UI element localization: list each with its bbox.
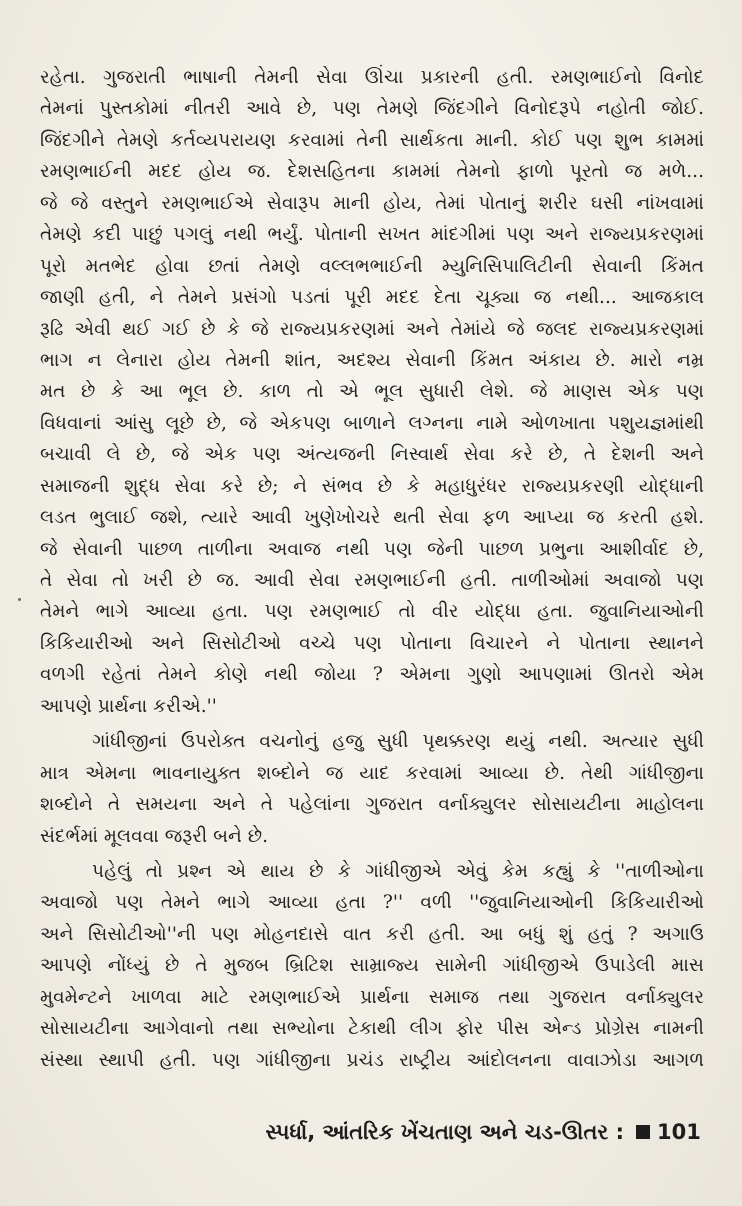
- text-line: અને સિસોટીઓ''ની પણ મોહનદાસે વાત કરી હતી. આ બધું શું હતું ? અગાઉ: [40, 923, 704, 945]
- text-line: શબ્દોને તે સમયના અને તે પહેલાંના ગુજરાત વર્નાક્યુલર સોસાયટીના માહોલના: [40, 794, 704, 816]
- text-line: તેમને ભાગે આવ્યા હતા. પણ રમણભાઈ તો વીર યોદ્ધા હતા. જુવાનિયાઓની: [40, 601, 704, 623]
- text-line: રૂઢિ એવી થઈ ગઈ છે કે જે રાજ્યપ્રકરણમાં અને તેમાંયે જે જલદ રાજ્યપ્રકરણમાં: [40, 318, 704, 340]
- text-line: જે સેવાની પાછળ તાળીના અવાજ નથી પણ જેની પાછળ પ્રભુના આશીર્વાદ છે,: [40, 538, 704, 560]
- text-line: વિધવાનાં આંસુ લૂછે છે, જે એકપણ બાળાને લગ્નના નામે ઓળખાતા પશુયજ્ઞમાંથી: [40, 412, 704, 434]
- text-line: પહેલું તો પ્રશ્ન એ થાય છે કે ગાંધીજીએ એવું કેમ કહ્યું કે ''તાળીઓના: [92, 860, 704, 882]
- text-line: આપણે પ્રાર્થના કરીએ.'': [40, 695, 217, 717]
- text-line: સંસ્થા સ્થાપી હતી. પણ ગાંધીજીના પ્રચંડ રાષ્ટ્રીય આંદોલનના વાવાઝોડા આગળ: [40, 1049, 704, 1071]
- paragraph-analysis: [40, 726, 704, 852]
- text-line: પૂરો મતભેદ હોવા છતાં તેમણે વલ્લભભાઈની મ્યુનિસિપાલિટીની સેવાની કિંમત: [40, 255, 704, 277]
- running-chapter-title: સ્પર્ધા, આંતરિક ખેંચતાણ અને ચડ-ઊતર :: [265, 1120, 624, 1144]
- paragraph-quote-continuation: [40, 62, 704, 722]
- text-line: જે જે વસ્તુને રમણભાઈએ સેવારૂપ માની હોય, તેમાં પોતાનું શરીર ઘસી નાંખવામાં: [40, 192, 704, 214]
- text-line: અવાજો પણ તેમને ભાગે આવ્યા હતા ?'' વળી ''જુવાનિયાઓની કિકિયારીઓ: [40, 892, 704, 914]
- page-footer: [0, 1112, 742, 1152]
- text-line: મુવમેન્ટને ખાળવા માટે રમણભાઈએ પ્રાર્થના સમાજ તથા ગુજરાત વર્નાક્યુલર: [40, 986, 704, 1008]
- text-line: જાણી હતી, ને તેમને પ્રસંગો પડતાં પૂરી મદદ દેતા ચૂક્યા જ નથી... આજકાલ: [40, 287, 704, 309]
- text-line: તે સેવા તો ખરી છે જ. આવી સેવા રમણભાઈની હતી. તાળીઓમાં અવાજો પણ: [40, 570, 704, 591]
- text-line: કિકિયારીઓ અને સિસોટીઓ વચ્ચે પણ પોતાના વિચારને ને પોતાના સ્થાનને: [40, 632, 704, 654]
- text-line: તેમણે કદી પાછું પગલું નથી ભર્યું. પોતાની સખત માંદગીમાં પણ અને રાજ્યપ્રકરણમાં: [40, 224, 704, 246]
- square-bullet-icon: [636, 1125, 650, 1139]
- text-line: રહેતા. ગુજરાતી ભાષાની તેમની સેવા ઊંચા પ્રકારની હતી. રમણભાઈનો વિનોદ: [40, 67, 704, 88]
- text-line: રમણભાઈની મદદ હોય જ. દેશસહિતના કામમાં તેમનો ફાળો પૂરતો જ મળે...: [40, 161, 704, 183]
- text-line: માત્ર એમના ભાવનાયુક્ત શબ્દોને જ યાદ કરવામાં આવ્યા છે. તેથી ગાંધીજીના: [40, 762, 704, 784]
- page-number: 101: [657, 1120, 701, 1144]
- paper-speck: [18, 598, 21, 601]
- text-line: આપણે નોંધ્યું છે તે મુજબ બ્રિટિશ સામ્રાજ્ય સામેની ગાંધીજીએ ઉપાડેલી માસ: [40, 955, 704, 977]
- text-line: મત છે કે આ ભૂલ છે. કાળ તો એ ભૂલ સુધારી લેશે. જે માણસ એક પણ: [40, 381, 704, 403]
- text-line: સોસાયટીના આગેવાનો તથા સભ્યોના ટેકાથી લીગ ફોર પીસ એન્ડ પ્રોગ્રેસ નામની: [40, 1018, 704, 1040]
- text-line: વળગી રહેતાં તેમને કોણે નથી જોયા ? એમના ગુણો આપણામાં ઊતરો એમ: [40, 664, 704, 686]
- page-body-text: [40, 62, 704, 1076]
- text-line: સમાજની શુદ્ધ સેવા કરે છે; ને સંભવ છે કે મહાધુરંધર રાજ્યપ્રકરણી યોદ્ધાની: [40, 475, 704, 497]
- text-line: ભાગ ન લેનારા હોય તેમની શાંત, અદશ્ય સેવાની કિંમત અંકાય છે. મારો નમ્ર: [40, 349, 704, 371]
- text-line: ગાંધીજીનાં ઉપરોક્ત વચનોનું હજુ સુધી પૃથક્કરણ થયું નથી. અત્યાર સુધી: [92, 731, 704, 753]
- text-line: તેમનાં પુસ્તકોમાં નીતરી આવે છે, પણ તેમણે જિંદગીને વિનોદરૂપે નહોતી જોઈ.: [40, 98, 704, 120]
- text-line: લડત ભુલાઈ જશે, ત્યારે આવી ખુણેખોચરે થતી સેવા ફળ આપ્યા જ કરતી હશે.: [40, 507, 704, 529]
- text-line: સંદર્ભમાં મૂલવવા જરૂરી બને છે.: [40, 825, 269, 847]
- text-line: જિંદગીને તેમણે કર્તવ્યપરાયણ કરવામાં તેની સાર્થકતા માની. કોઈ પણ શુભ કામમાં: [40, 129, 704, 151]
- paragraph-question: [40, 856, 704, 1076]
- text-line: બચાવી લે છે, જે એક પણ અંત્યજની નિસ્વાર્થ સેવા કરે છે, તે દેશની અને: [40, 444, 704, 466]
